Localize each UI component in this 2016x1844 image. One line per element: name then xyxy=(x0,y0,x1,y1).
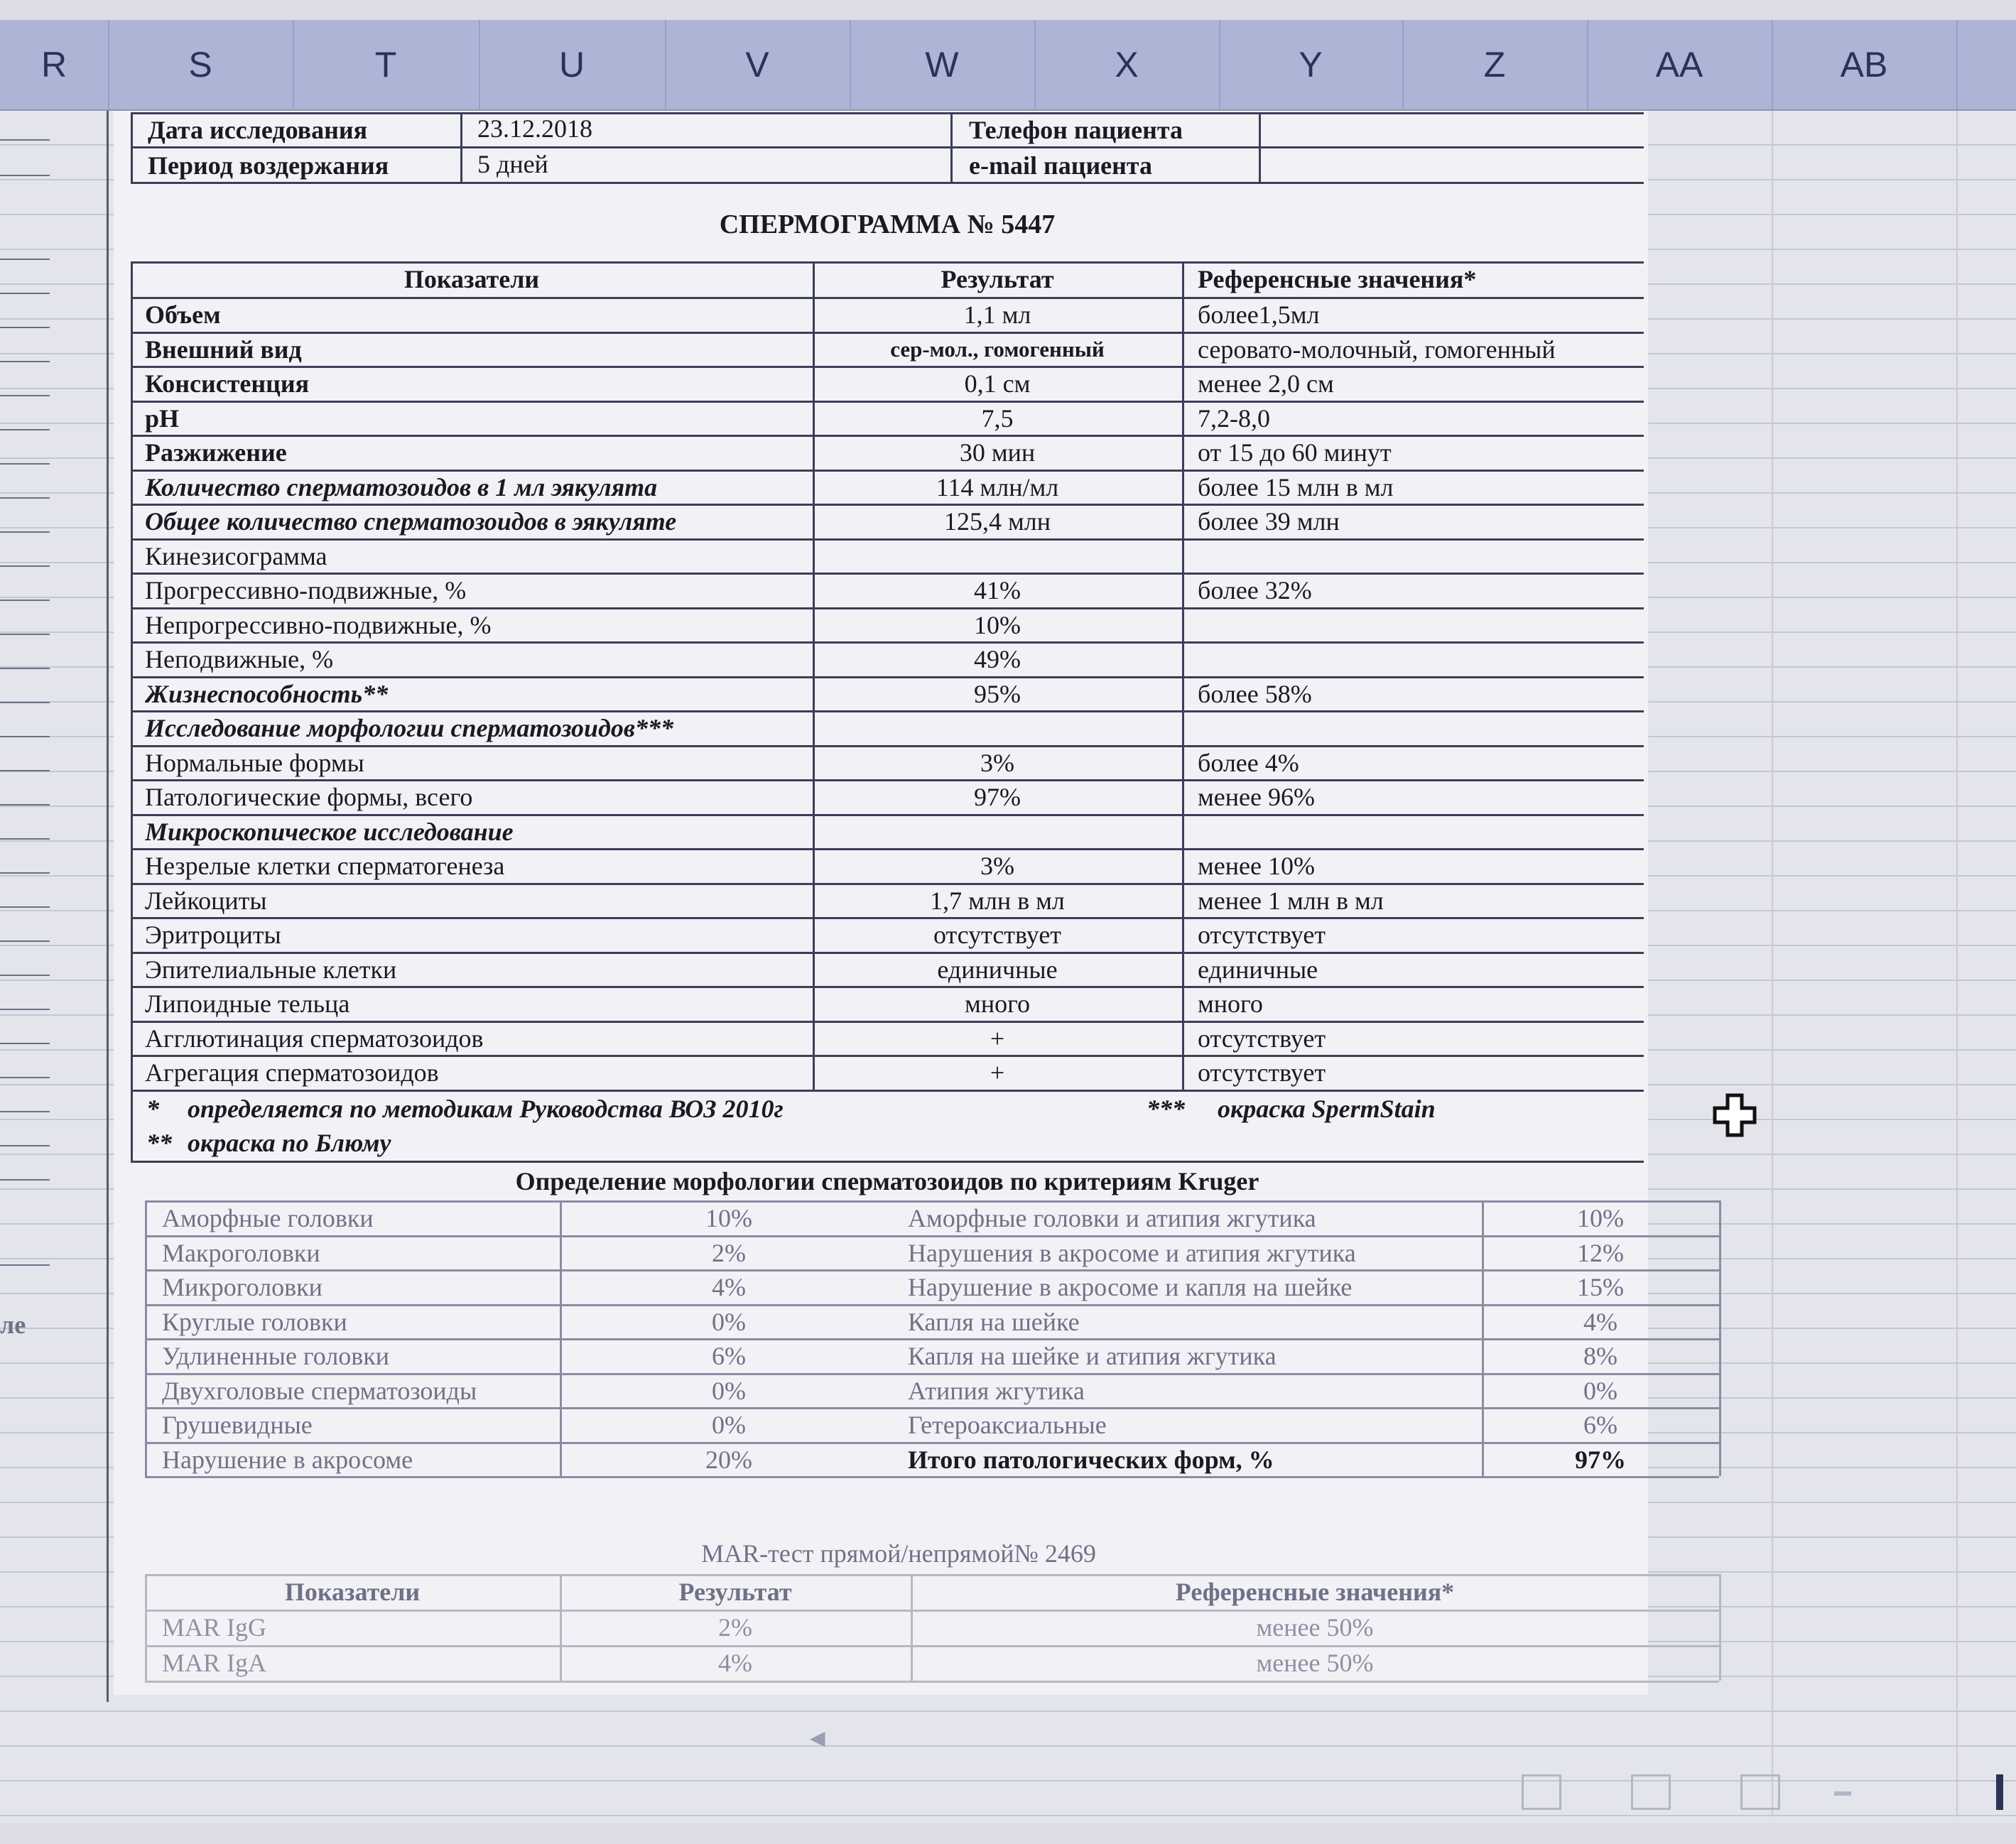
header-indicators: Показатели xyxy=(403,265,540,293)
indicator-label: Агрегация сперматозоидов xyxy=(145,1058,439,1087)
kruger-left-label: Круглые головки xyxy=(162,1307,347,1336)
table-border xyxy=(1259,112,1261,183)
kruger-left-value: 4% xyxy=(712,1273,746,1301)
reference-value xyxy=(1198,712,1638,744)
indicator-label: Эритроциты xyxy=(145,921,281,949)
indicator-label: Прогрессивно-подвижные, % xyxy=(145,576,467,604)
grid-line xyxy=(0,327,50,328)
table-border xyxy=(145,1200,147,1476)
grid-line xyxy=(0,872,50,874)
column-header-Y[interactable]: Y xyxy=(1219,20,1404,109)
report-title: СПЕРМОГРАММА № 5447 xyxy=(719,210,1056,239)
grid-line xyxy=(0,600,50,601)
grid-line xyxy=(0,804,50,806)
grid-line xyxy=(0,1145,50,1146)
kruger-right-label: Нарушение в акросоме и капля на шейке xyxy=(908,1273,1353,1301)
kruger-right-label: Аморфные головки и атипия жгутика xyxy=(908,1204,1316,1232)
table-border xyxy=(131,1161,1644,1163)
column-header-R[interactable]: R xyxy=(0,20,109,109)
header-result: Результат xyxy=(941,265,1054,293)
grid-line xyxy=(0,429,50,430)
grid-line xyxy=(0,259,50,260)
result-value: 3% xyxy=(980,852,1014,880)
mar-header-reference: Референсные значения* xyxy=(1175,1578,1455,1606)
result-value: много xyxy=(965,989,1030,1018)
reference-value: более 15 млн в мл xyxy=(1198,472,1394,501)
indicator-label: Микроскопическое исследование xyxy=(145,817,514,846)
scroll-left-icon[interactable]: ◀ xyxy=(810,1726,825,1750)
indicator-label: Исследование морфологии сперматозоидов*** xyxy=(145,714,673,742)
table-border xyxy=(1182,261,1184,1090)
grid-line xyxy=(0,565,50,567)
indicator-label: Внешний вид xyxy=(145,335,302,364)
column-header-X[interactable]: X xyxy=(1034,20,1220,109)
indicator-label: pH xyxy=(145,403,180,433)
reference-value: более1,5мл xyxy=(1198,300,1320,329)
reference-value: менее 1 млн в мл xyxy=(1198,886,1384,915)
indicator-label: Неподвижные, % xyxy=(145,645,334,673)
kruger-left-value: 0% xyxy=(712,1411,746,1439)
kruger-left-label: Аморфные головки xyxy=(162,1204,374,1232)
indicator-label: Объем xyxy=(145,300,221,329)
kruger-title: Определение морфологии сперматозоидов по критериям Kruger xyxy=(515,1167,1259,1195)
grid-line xyxy=(0,175,50,176)
page-layout-view-icon[interactable] xyxy=(1631,1774,1671,1810)
reference-value: отсутствует xyxy=(1198,1024,1326,1053)
kruger-left-label: Микроголовки xyxy=(162,1273,323,1301)
result-value xyxy=(813,815,1182,848)
column-header-V[interactable]: V xyxy=(665,20,851,109)
reference-value: единичные xyxy=(1198,955,1318,984)
result-value: 1,7 млн в мл xyxy=(930,886,1065,915)
result-value: 3% xyxy=(980,748,1014,777)
period-value: 5 дней xyxy=(477,150,548,178)
mar-reference: менее 50% xyxy=(1256,1613,1374,1642)
grid-line xyxy=(0,668,50,669)
result-value: 114 млн/мл xyxy=(936,472,1059,501)
reference-value: 7,2-8,0 xyxy=(1198,403,1270,433)
result-value: 49% xyxy=(974,645,1021,673)
indicator-label: Общее количество сперматозоидов в эякуляте xyxy=(145,507,677,536)
kruger-right-value: 97% xyxy=(1575,1445,1626,1474)
mar-result: 2% xyxy=(718,1613,752,1642)
footnote-marker: * xyxy=(146,1094,159,1123)
result-value: отсутствует xyxy=(933,921,1062,949)
grid-line xyxy=(0,770,50,771)
grid-line xyxy=(0,736,50,737)
grid-line xyxy=(0,1111,50,1112)
kruger-right-value: 12% xyxy=(1577,1238,1624,1267)
indicator-label: Липоидные тельца xyxy=(145,989,350,1018)
kruger-left-value: 0% xyxy=(712,1376,746,1405)
reference-value: менее 2,0 см xyxy=(1198,369,1334,398)
indicator-label: Жизнеспособность** xyxy=(145,679,389,708)
phone-label: Телефон пациента xyxy=(969,116,1183,144)
table-border xyxy=(145,1681,1719,1683)
result-value: 30 мин xyxy=(959,438,1036,467)
result-value: 125,4 млн xyxy=(943,507,1051,536)
result-value: единичные xyxy=(937,955,1058,984)
fill-cross-cursor-icon xyxy=(1712,1092,1757,1138)
grid-line xyxy=(0,975,50,976)
reference-value: более 4% xyxy=(1198,748,1299,777)
kruger-right-label: Гетероаксиальные xyxy=(908,1411,1107,1439)
result-value: 41% xyxy=(974,576,1021,604)
kruger-right-value: 6% xyxy=(1583,1411,1617,1439)
reference-value xyxy=(1198,540,1638,573)
footnote-marker: ** xyxy=(146,1128,172,1157)
grid-line xyxy=(0,293,50,294)
table-border xyxy=(460,112,462,183)
kruger-right-label: Капля на шейке и атипия жгутика xyxy=(908,1342,1277,1370)
zoom-slider-thumb-icon[interactable] xyxy=(1996,1774,2003,1810)
indicator-label: Эпителиальные клетки xyxy=(145,955,397,984)
result-value: 10% xyxy=(974,610,1021,639)
indicator-label: Разжижение xyxy=(145,438,287,467)
zoom-out-icon[interactable] xyxy=(1834,1791,1851,1796)
result-value xyxy=(813,540,1182,573)
indicator-label: Нормальные формы xyxy=(145,748,364,777)
kruger-left-value: 2% xyxy=(712,1238,746,1267)
kruger-right-value: 0% xyxy=(1583,1376,1617,1405)
result-value: 7,5 xyxy=(981,403,1014,433)
grid-line xyxy=(0,395,50,396)
table-border xyxy=(145,1476,1719,1478)
table-border xyxy=(950,112,953,183)
grid-line xyxy=(0,940,50,942)
grid-line xyxy=(0,1179,50,1181)
mar-header-result: Результат xyxy=(678,1578,792,1606)
reference-value: отсутствует xyxy=(1198,1058,1326,1087)
reference-value xyxy=(1198,815,1638,848)
grid-line xyxy=(0,702,50,703)
email-label: e-mail пациента xyxy=(969,151,1153,180)
table-border xyxy=(131,182,1644,184)
table-border xyxy=(131,1090,133,1161)
reference-value: серовато-молочный, гомогенный xyxy=(1198,335,1556,364)
grid-line xyxy=(0,838,50,840)
reference-value: более 32% xyxy=(1198,576,1312,604)
grid-line xyxy=(0,139,50,141)
grid-line xyxy=(0,1009,50,1010)
date-value: 23.12.2018 xyxy=(477,114,592,143)
result-value: + xyxy=(990,1058,1005,1087)
column-header-AA[interactable]: AA xyxy=(1587,20,1773,109)
result-value: + xyxy=(990,1024,1005,1053)
column-header-bar xyxy=(0,20,2016,111)
kruger-left-label: Макроголовки xyxy=(162,1238,320,1267)
grid-line xyxy=(0,1077,50,1078)
kruger-right-value: 15% xyxy=(1577,1273,1624,1301)
reference-value: более 58% xyxy=(1198,679,1312,708)
kruger-right-value: 10% xyxy=(1577,1204,1624,1232)
reference-value: отсутствует xyxy=(1198,921,1326,949)
result-value: 0,1 см xyxy=(964,369,1031,398)
reference-value xyxy=(1198,643,1638,676)
mar-label: MAR IgA xyxy=(162,1649,267,1677)
reference-value: много xyxy=(1198,989,1263,1018)
mar-header-indicators: Показатели xyxy=(284,1578,421,1606)
indicator-label: Лейкоциты xyxy=(145,886,267,915)
kruger-left-value: 6% xyxy=(712,1342,746,1370)
footnote-blum: окраска по Блюму xyxy=(188,1128,391,1157)
indicator-label: Непрогрессивно-подвижные, % xyxy=(145,610,492,639)
grid-line xyxy=(1772,111,1773,1816)
table-border xyxy=(131,1090,1644,1092)
kruger-left-label: Двухголовые сперматозоиды xyxy=(162,1376,477,1405)
column-header-W[interactable]: W xyxy=(850,20,1036,109)
indicator-label: Кинезисограмма xyxy=(145,541,327,570)
kruger-right-label: Атипия жгутика xyxy=(908,1376,1085,1405)
indicator-label: Незрелые клетки сперматогенеза xyxy=(145,852,505,880)
footnote-spermstain: окраска SpermStain xyxy=(1218,1094,1436,1123)
footnote-who: определяется по методикам Руководства ВОЗ 2010г xyxy=(188,1094,784,1123)
kruger-left-value: 0% xyxy=(712,1307,746,1336)
header-reference: Референсные значения* xyxy=(1198,265,1477,293)
result-value xyxy=(813,712,1182,744)
grid-line xyxy=(0,463,50,465)
indicator-label: Консистенция xyxy=(145,369,310,398)
column-header-Z[interactable]: Z xyxy=(1402,20,1588,109)
kruger-left-label: Удлиненные головки xyxy=(162,1342,390,1370)
reference-value xyxy=(1198,609,1638,641)
reference-value: от 15 до 60 минут xyxy=(1198,438,1392,467)
mar-result: 4% xyxy=(718,1649,752,1677)
kruger-right-value: 8% xyxy=(1583,1342,1617,1370)
column-header-AB[interactable]: AB xyxy=(1772,20,1958,109)
column-header-T[interactable]: T xyxy=(293,20,480,109)
kruger-left-value: 20% xyxy=(705,1445,752,1474)
table-border xyxy=(1719,1574,1721,1681)
kruger-left-label: Грушевидные xyxy=(162,1411,313,1439)
table-border xyxy=(131,112,133,183)
column-header-S[interactable]: S xyxy=(108,20,294,109)
indicator-label: Агглютинация сперматозоидов xyxy=(145,1024,484,1053)
grid-line xyxy=(0,1043,50,1044)
mar-label: MAR IgG xyxy=(162,1613,267,1642)
reference-value: менее 96% xyxy=(1198,783,1315,811)
grid-line xyxy=(0,531,50,533)
page-break-view-icon[interactable] xyxy=(1740,1774,1780,1810)
kruger-right-label: Капля на шейке xyxy=(908,1307,1080,1336)
indicator-label: Патологические формы, всего xyxy=(145,783,473,811)
indicator-label: Количество сперматозоидов в 1 мл эякулята xyxy=(145,472,658,501)
lab-report-document xyxy=(114,111,1648,1695)
result-value: 97% xyxy=(974,783,1021,811)
grid-line xyxy=(0,1264,50,1266)
normal-view-icon[interactable] xyxy=(1522,1774,1561,1810)
grid-line xyxy=(0,634,50,635)
kruger-right-label: Итого патологических форм, % xyxy=(908,1445,1274,1474)
table-border xyxy=(1719,1200,1721,1476)
mar-title: MAR-тест прямой/непрямой№ 2469 xyxy=(701,1539,1096,1568)
row-stub-label: ле xyxy=(0,1311,26,1339)
result-value: 95% xyxy=(974,679,1021,708)
column-header-U[interactable]: U xyxy=(479,20,666,109)
grid-line xyxy=(0,906,50,908)
table-border xyxy=(131,261,133,1090)
grid-line xyxy=(0,361,50,362)
mar-reference: менее 50% xyxy=(1256,1649,1374,1677)
kruger-right-value: 4% xyxy=(1583,1307,1617,1336)
date-label: Дата исследования xyxy=(148,116,368,144)
period-label: Период воздержания xyxy=(148,151,389,180)
result-value: 1,1 мл xyxy=(963,300,1031,329)
grid-line xyxy=(1956,111,1958,1816)
grid-line xyxy=(0,497,50,499)
reference-value: менее 10% xyxy=(1198,852,1315,880)
footnote-marker: *** xyxy=(1147,1094,1185,1123)
kruger-right-label: Нарушения в акросоме и атипия жгутика xyxy=(908,1238,1356,1267)
kruger-left-label: Нарушение в акросоме xyxy=(162,1445,413,1474)
kruger-left-value: 10% xyxy=(705,1204,752,1232)
result-value: сер-мол., гомогенный xyxy=(890,336,1105,362)
reference-value: более 39 млн xyxy=(1198,507,1340,536)
